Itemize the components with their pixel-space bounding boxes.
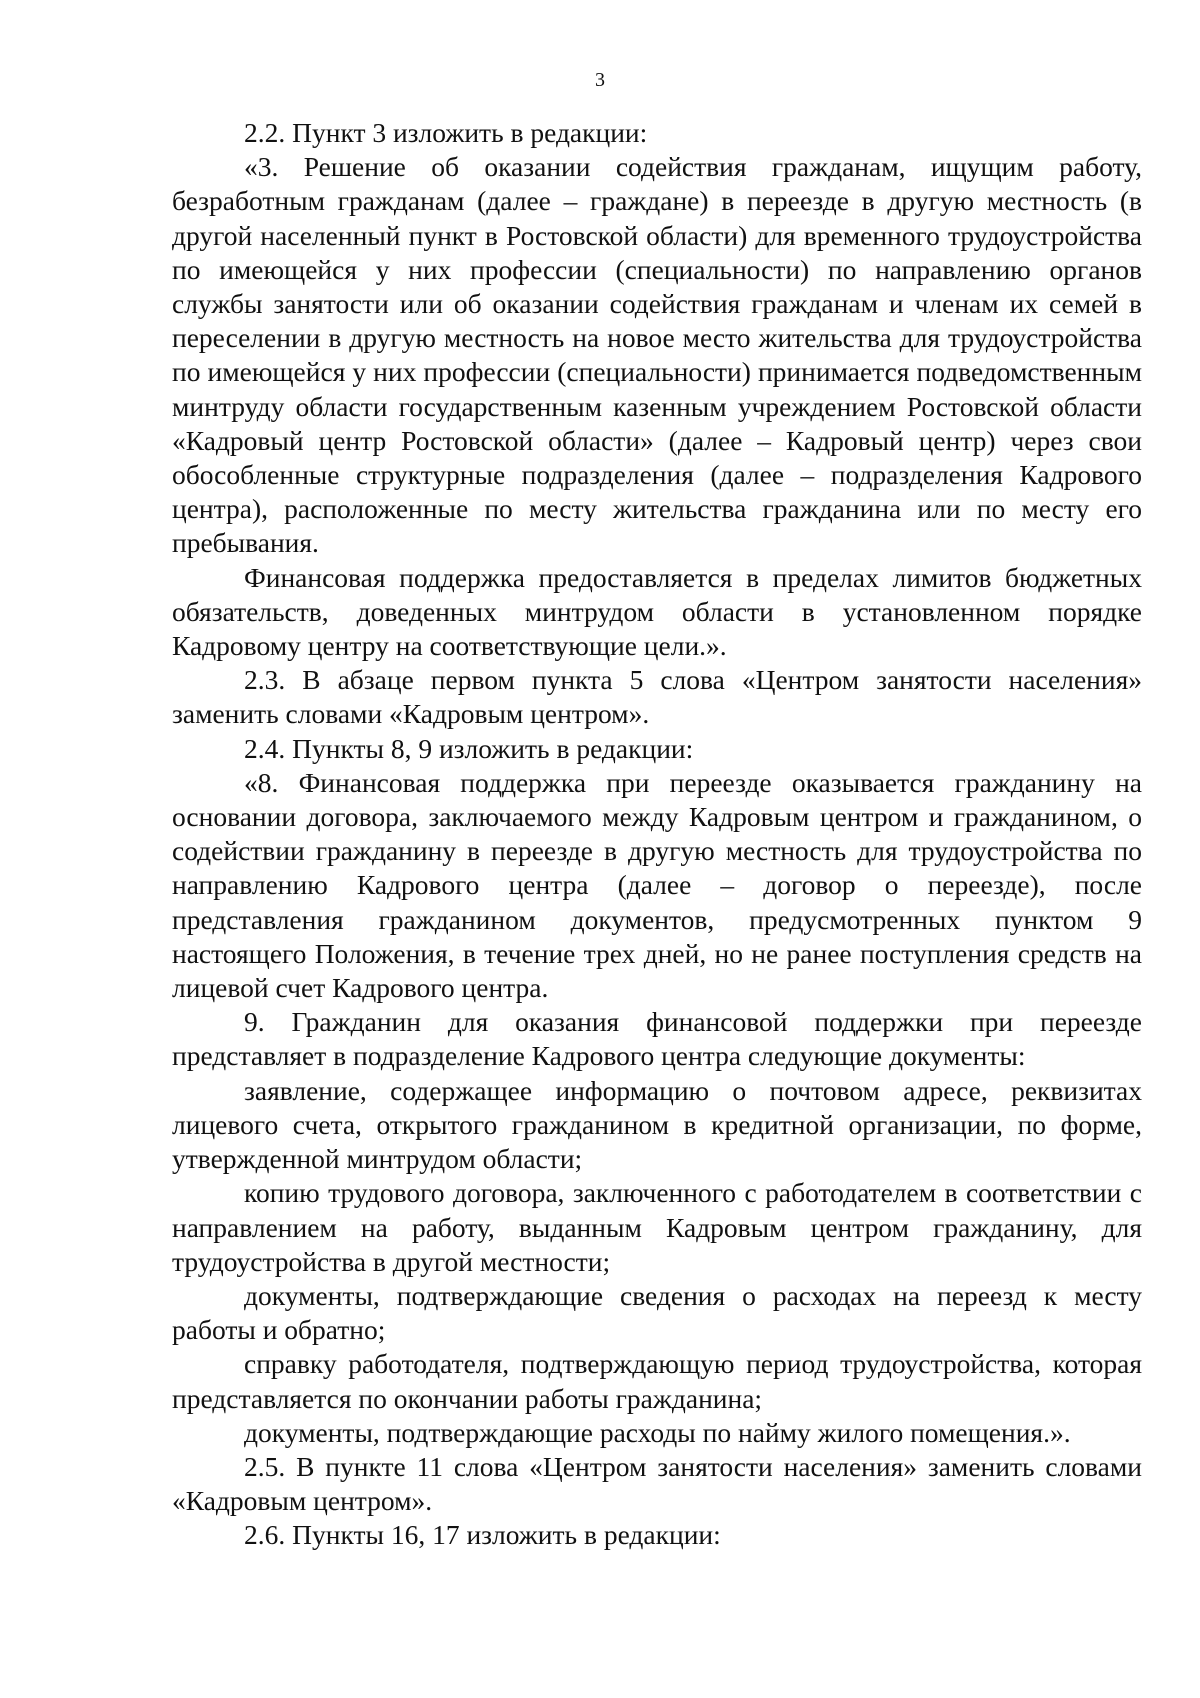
paragraph-doc-housing-expenses: документы, подтверждающие расходы по найму жилого помещения.».: [244, 1416, 1071, 1448]
paragraph-doc-contract-copy: копию трудового договора, заключенного с работодателем в соответствии с направлением на работу, выданным Кадровым центром гражданину, для трудоустройства в другой местности;: [172, 1177, 1142, 1277]
paragraph-doc-relocation-expenses: документы, подтверждающие сведения о расходах на переезд к месту работы и обратно;: [172, 1279, 1142, 1346]
page-number: 3: [595, 69, 605, 91]
paragraph-financial-support: Финансовая поддержка предоставляется в пределах лимитов бюджетных обязательств, доведенных минтрудом области в установленном порядке Кадровому центру на соответствующие цели.».: [172, 561, 1142, 662]
paragraph-2-5: 2.5. В пункте 11 слова «Центром занятости населения» заменить словами «Кадровым центром».: [172, 1450, 1142, 1517]
paragraph-2-4: 2.4. Пункты 8, 9 изложить в редакции:: [244, 732, 694, 764]
paragraph-doc-application: заявление, содержащее информацию о почтовом адресе, реквизитах лицевого счета, открытого гражданином в кредитной организации, по форме, утвержденной минтрудом области;: [172, 1074, 1142, 1175]
paragraph-doc-employer-certificate: справку работодателя, подтверждающую период трудоустройства, которая представляется по окончании работы гражданина;: [172, 1348, 1142, 1414]
paragraph-item-9: 9. Гражданин для оказания финансовой поддержки при переезде представляет в подразделение Кадрового центра следующие документы:: [172, 1006, 1142, 1072]
paragraph-item-8: «8. Финансовая поддержка при переезде оказывается гражданину на основании договора, заключаемого между Кадровым центром и гражданином, о содействии гражданину в переезде в другую местность для трудоустройства по направлению Кадрового центра (далее – договор о переезде), после представления гражданином документов, предусмотренных пунктом 9 настоящего Положения, в течение трех дней, но не ранее поступления средств на лицевой счет Кадрового центра.: [172, 766, 1142, 1004]
paragraph-2-2: 2.2. Пункт 3 изложить в редакции:: [244, 117, 648, 148]
document-body: [172, 116, 1142, 1553]
paragraph-2-6: 2.6. Пункты 16, 17 изложить в редакции:: [244, 1519, 721, 1551]
paragraph-2-3: 2.3. В абзаце первом пункта 5 слова «Центром занятости населения» заменить словами «Кадровым центром».: [172, 664, 1142, 730]
paragraph-item-3: «3. Решение об оказании содействия гражданам, ищущим работу, безработным гражданам (далее – граждане) в переезде в другую местность (в другой населенный пункт в Ростовской области) для временного трудоустройства по имеющейся у них профессии (специальности) по направлению органов службы занятости или об оказании содействия гражданам и членам их семей в переселении в другую местность на новое место жительства для трудоустройства по имеющейся у них профессии (специальности) принимается подведомственным минтруду области государственным казенным учреждением Ростовской области «Кадровый центр Ростовской области» (далее – Кадровый центр) через свои обособленные структурные подразделения (далее – подразделения Кадрового центра), расположенные по месту жительства гражданина или по месту его пребывания.: [172, 151, 1142, 559]
